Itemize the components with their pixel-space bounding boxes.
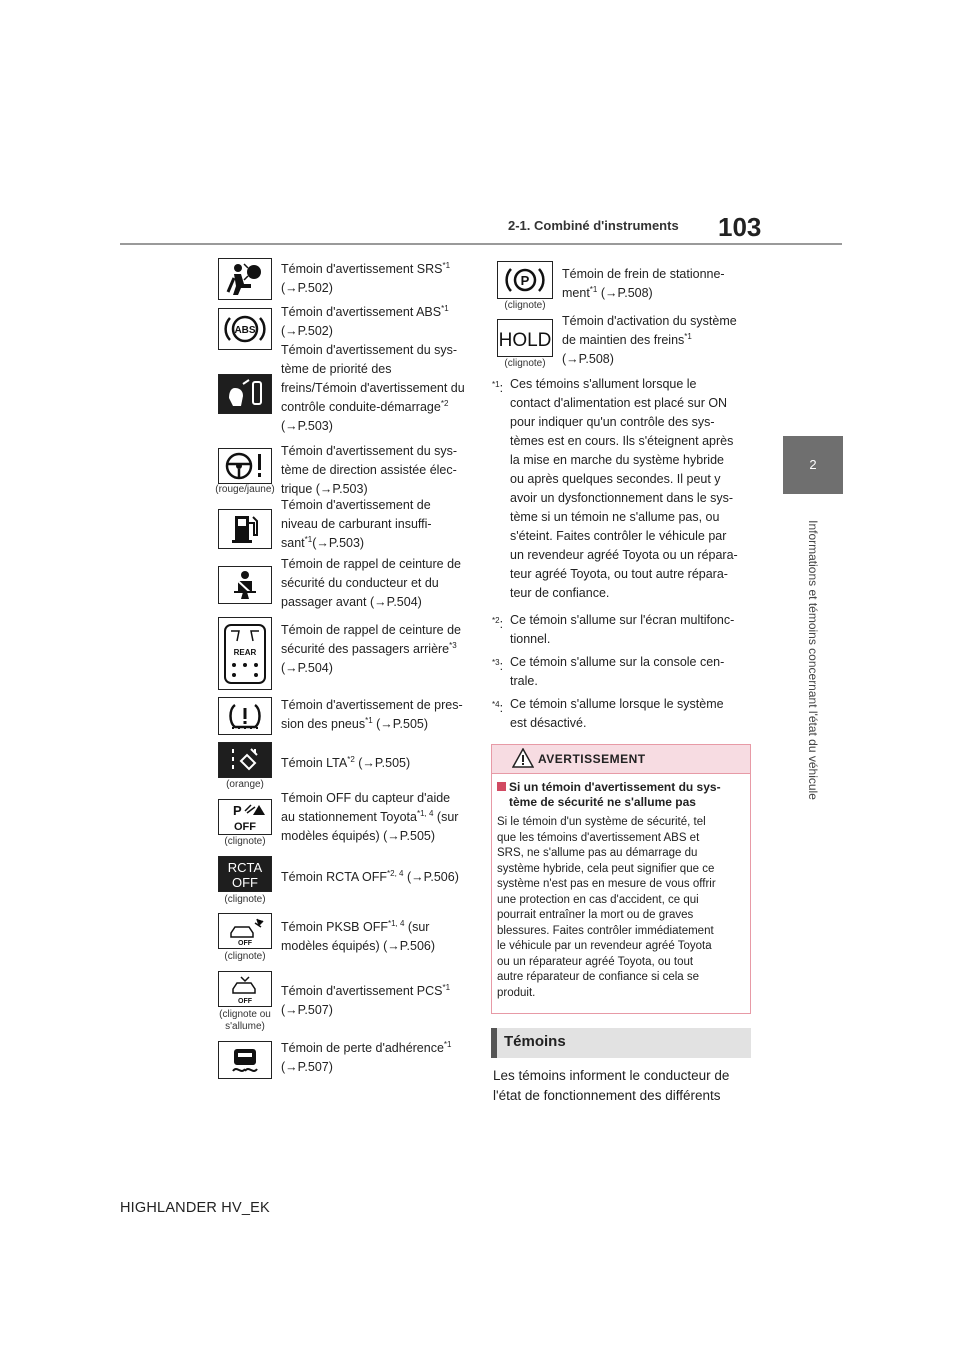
header-rule [120, 243, 842, 245]
footnote-2: $^{*2}$: Ce témoin s'allume sur l'écran multifonc- tionnel. [492, 613, 735, 646]
pksb-caption: (clignote) [224, 951, 266, 962]
steering-warning-icon [218, 448, 272, 484]
rcta-caption: (clignote) [224, 894, 266, 905]
srs-airbag-icon [218, 258, 272, 300]
rcta-text-l1: RCTA [227, 860, 263, 875]
rcta-text-l2: OFF [232, 875, 258, 890]
temoins-heading-accent [491, 1028, 497, 1058]
chapter-title: Informations et témoins concernant l'état du véhicule [806, 520, 820, 800]
steering-description: Témoin d'avertissement du sys- tème de direction assistée élec- trique (→P.503) [281, 444, 458, 496]
temoins-paragraph: Les témoins informent le conducteur de l'état de fonctionnement des différents [493, 1068, 730, 1103]
lta-icon [218, 742, 272, 778]
rcta-description: Témoin RCTA OFF$^{*2, 4}$ (→P.506) [281, 868, 459, 884]
pcs-description: Témoin d'avertissement PCS$^{*1}$ (→P.507) [281, 982, 451, 1017]
warning-title: AVERTISSEMENT [538, 752, 646, 766]
slip-icon [218, 1041, 272, 1079]
hold-description: Témoin d'activation du système de maintien des freins$^{*1}$ (→P.508) [562, 314, 737, 366]
srs-description: Témoin d'avertissement SRS$^{*1}$ (→P.502) [281, 260, 451, 295]
abs-icon-text: ABS [234, 325, 256, 336]
rear-seatbelt-icon [218, 617, 272, 690]
brake-priority-description: Témoin d'avertissement du sys- tème de priorité des freins/Témoin d'avertissement du contrôle conduite-démarrage$^{*2}$ (→P.503) [281, 343, 465, 433]
pcs-icon [218, 971, 272, 1007]
steering-caption: (rouge/jaune) [215, 484, 275, 495]
seatbelt-icon [218, 566, 272, 604]
parking-off-text: OFF [234, 821, 256, 833]
pksb-description: Témoin PKSB OFF$^{*1, 4}$ (sur modèles équipés) (→P.506) [281, 918, 436, 953]
pcs-caption: (clignote ou s'allume) [219, 1009, 271, 1032]
footnote-1: $^{*1}$: Ces témoins s'allument lorsque le contact d'alimentation est placé sur ON pour indiquer qu'un contrôle des sys- tèmes est en cours. Ils s'éteignent après la mise en marche du système hybride ou après quelques secondes. Il peut y avoir un dysfonctionnement dans le sys- tème si un témoin ne s'allume pas, ou s'éteint. Faites contrôler le véhicule par un revendeur agréé Toyota ou un répara- teur agréé Toyota, ou tout autre répara- teur de confiance. [492, 377, 738, 600]
pcs-off-text: OFF [238, 998, 252, 1005]
temoins-heading: Témoins [504, 1033, 566, 1050]
warning-body: Si le témoin d'un système de sécurité, tel que les témoins d'avertissement ABS et SRS, ne s'allume pas au démarrage du système hybride, cela peut signifier que ce système n'est pas en mesure de vous offrir une protection en cas d'accident, ce qui pourrait entraîner la mort ou de graves blessures. Faites contrôler immédiatement le véhicule par un revendeur agréé Toyota ou un réparateur agréé Toyota, ou tout autre réparateur de confiance si cela se produit. [497, 816, 716, 999]
chapter-tab[interactable]: 2 [783, 436, 843, 494]
lta-caption: (orange) [226, 779, 264, 790]
parking-brake-description: Témoin de frein de stationne- ment$^{*1}$ (→P.508) [562, 267, 725, 300]
warning-bullet [497, 782, 506, 791]
tire-pressure-description: Témoin d'avertissement de pres- sion des pneus$^{*1}$ (→P.505) [281, 698, 463, 731]
warning-subtitle: Si un témoin d'avertissement du sys- tème de sécurité ne s'allume pas [509, 780, 721, 809]
rcta-off-icon [218, 856, 272, 892]
parking-brake-caption: (clignote) [504, 300, 546, 311]
parking-brake-icon [497, 261, 553, 299]
svg-text:P: P [233, 803, 242, 818]
warning-triangle-icon [512, 748, 534, 768]
hold-icon [497, 319, 553, 357]
footnote-4: $^{*4}$: Ce témoin s'allume lorsque le système est désactivé. [492, 697, 724, 730]
hold-caption: (clignote) [504, 358, 546, 369]
section-title: 2-1. Combiné d'instruments [508, 218, 679, 233]
pksb-off-text: OFF [238, 940, 252, 947]
fuel-pump-icon [218, 509, 272, 549]
seatbelt-description: Témoin de rappel de ceinture de sécurité du conducteur et du passager avant (→P.504) [281, 557, 461, 609]
page-number: 103 [718, 212, 762, 242]
parking-sensor-off-icon [218, 799, 272, 835]
pksb-off-icon [218, 913, 272, 949]
rear-seatbelt-description: Témoin de rappel de ceinture de sécurité des passagers arrière$^{*3}$ (→P.504) [281, 623, 461, 675]
parking-sensor-description: Témoin OFF du capteur d'aide au stationnement Toyota$^{*1, 4}$ (sur modèles équipés) (→P.505) [281, 791, 459, 843]
rear-icon-text: REAR [233, 647, 257, 657]
tire-pressure-icon [218, 697, 272, 735]
hold-icon-text: HOLD [499, 330, 551, 351]
slip-description: Témoin de perte d'adhérence$^{*1}$ (→P.507) [281, 1039, 452, 1074]
abs-icon [218, 308, 272, 350]
svg-text:P: P [520, 273, 530, 288]
abs-description: Témoin d'avertissement ABS$^{*1}$ (→P.502) [281, 303, 449, 338]
footer-model: HIGHLANDER HV_EK [120, 1200, 270, 1216]
lta-description: Témoin LTA$^{*2}$ (→P.505) [281, 754, 411, 770]
brake-priority-icon [218, 374, 272, 414]
fuel-description: Témoin d'avertissement de niveau de carburant insuffi- sant$^{*1}$(→P.503) [281, 498, 432, 550]
parking-sensor-caption: (clignote) [224, 836, 266, 847]
footnote-3: $^{*3}$: Ce témoin s'allume sur la console cen- trale. [492, 655, 725, 688]
chapter-title-vertical [733, 510, 893, 810]
